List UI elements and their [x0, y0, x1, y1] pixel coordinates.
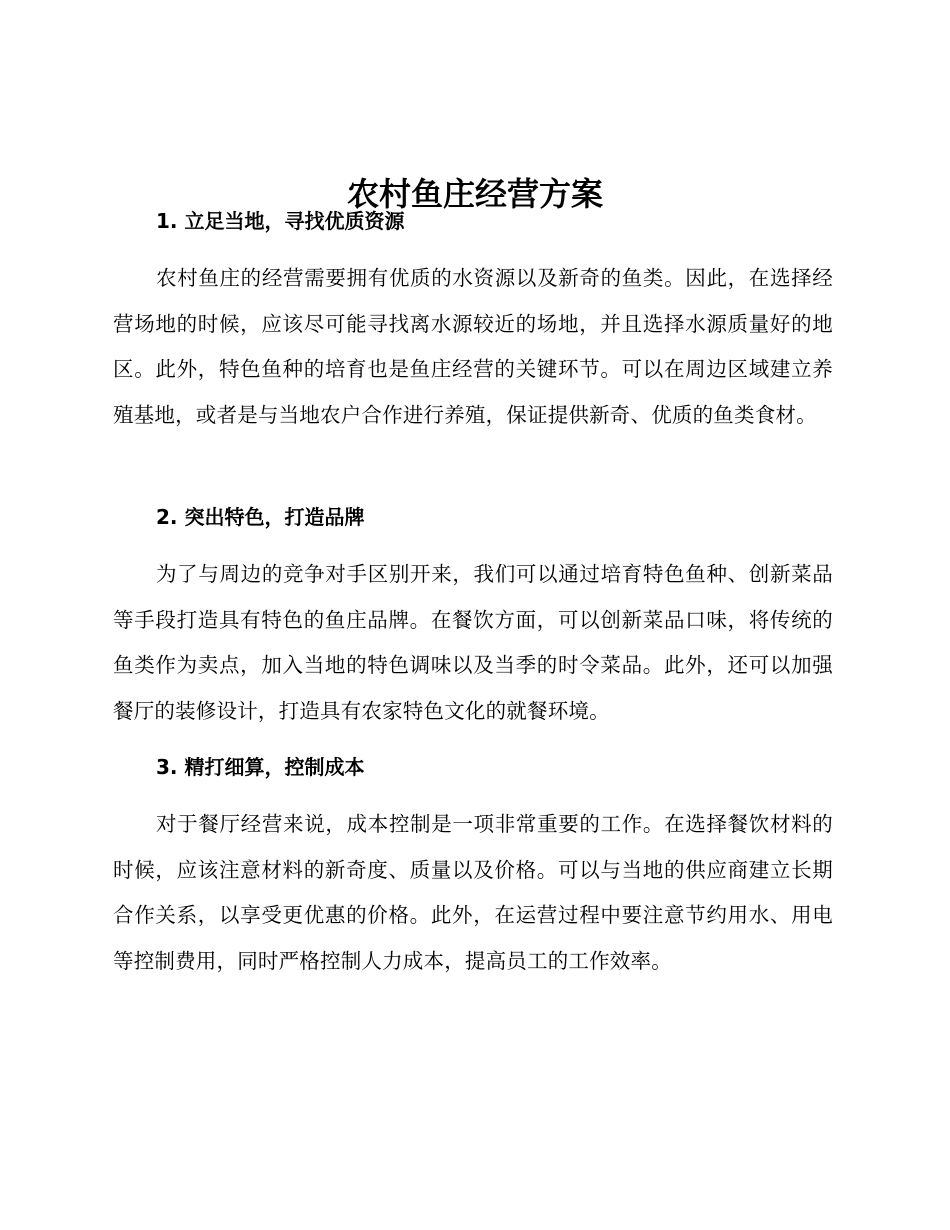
document-title: 农村鱼庄经营方案 [346, 175, 603, 214]
section-paragraph: 对于餐厅经营来说，成本控制是一项非常重要的工作。在选择餐饮材料的时候，应该注意材料的新奇度、质量以及价格。可以与当地的供应商建立长期合作关系，以享受更优惠的价格。此外，在运营过程中要注意节约用水、用电等控制费用，同时严格控制人力成本，提高员工的工作效率。 [113, 812, 833, 973]
section-paragraph: 为了与周边的竞争对手区别开来，我们可以通过培育特色鱼种、创新菜品等手段打造具有特色的鱼庄品牌。在餐饮方面，可以创新菜品口味，将传统的鱼类作为卖点，加入当地的特色调味以及当季的时令菜品。此外，还可以加强餐厅的装修设计，打造具有农家特色文化的就餐环境。 [113, 562, 833, 723]
section-resources [113, 206, 833, 438]
section-heading: 3. 精打细算，控制成本 [156, 755, 365, 779]
section-branding [113, 502, 833, 734]
section-paragraph: 农村鱼庄的经营需要拥有优质的水资源以及新奇的鱼类。因此，在选择经营场地的时候，应该尽可能寻找离水源较近的场地，并且选择水源质量好的地区。此外，特色鱼种的培育也是鱼庄经营的关键环节。可以在周边区域建立养殖基地，或者是与当地农户合作进行养殖，保证提供新奇、优质的鱼类食材。 [113, 266, 833, 427]
section-heading: 1. 立足当地，寻找优质资源 [156, 209, 405, 233]
section-heading: 2. 突出特色，打造品牌 [156, 505, 365, 529]
section-cost-control [113, 752, 833, 984]
